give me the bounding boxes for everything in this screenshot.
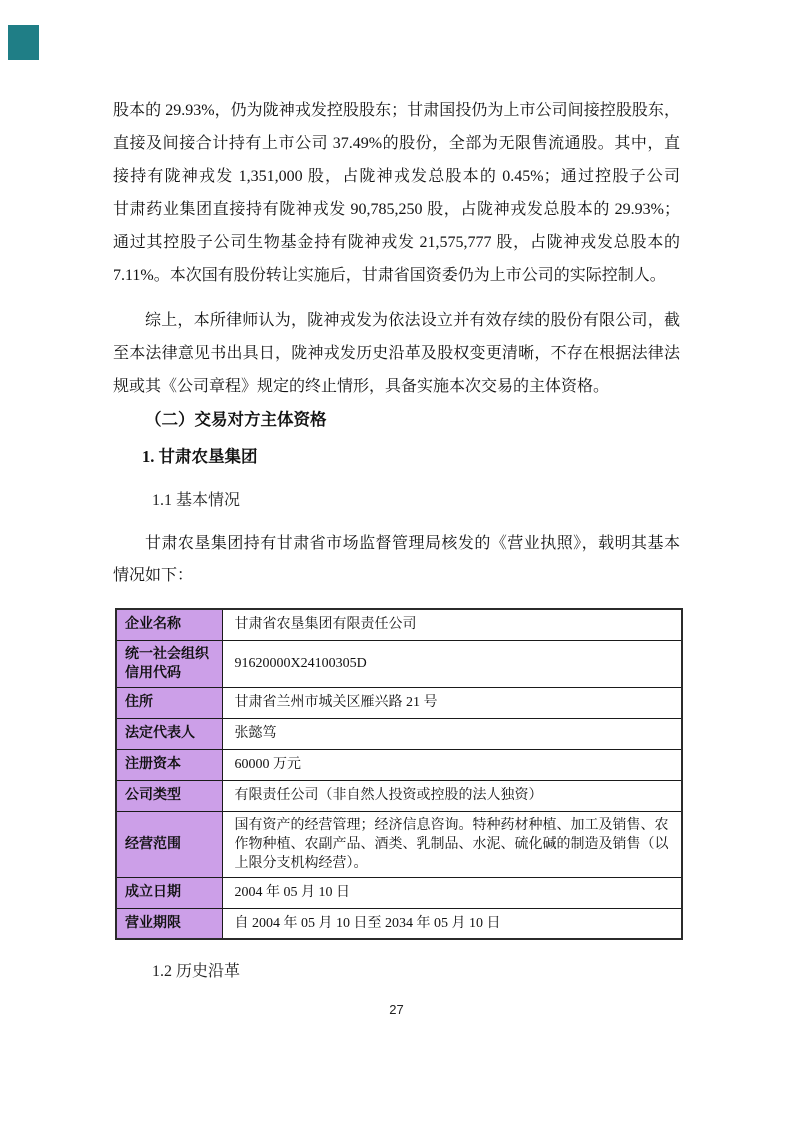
row-label-cell: 统一社会组织信用代码 [116,640,222,687]
text-line: 规或其《公司章程》规定的终止情形，具备实施本次交易的主体资格。 [113,378,610,395]
text-line: 至本法律意见书出具日，陇神戎发历史沿革及股权变更清晰，不存在根据法律法 [113,345,680,362]
table-row [116,640,682,687]
row-value-cell: 2004 年 05 月 10 日 [222,877,682,908]
row-value-cell: 91620000X24100305D [222,640,682,687]
text-line: 甘肃农垦集团持有甘肃省市场监督管理局核发的《营业执照》，载明其基本 [145,535,680,552]
table-row [116,780,682,811]
section-heading-counterparty: （二）交易对方主体资格 [145,410,327,429]
row-label-cell: 成立日期 [116,877,222,908]
row-value-cell: 甘肃省兰州市城关区雁兴路 21 号 [222,687,682,718]
paragraph-conclusion [113,304,680,403]
row-value-cell: 张懿笃 [222,718,682,749]
page-content [113,0,680,988]
table-row [116,811,682,877]
text-line: 直接及间接合计持有上市公司 37.49%的股份，全部为无限售流通股。其中，直 [113,135,680,152]
corner-marker [8,25,39,60]
row-value-cell: 国有资产的经营管理；经济信息咨询。特种药材种植、加工及销售、农作物种植、农副产品、酒类、乳制品、水泥、硫化碱的制造及销售（以上限分支机构经营）。 [222,811,682,877]
paragraph-shareholding [113,94,680,292]
text-line: 7.11%。本次国有股份转让实施后，甘肃省国资委仍为上市公司的实际控制人。 [113,267,666,284]
row-label-cell: 经营范围 [116,811,222,877]
row-label-cell: 公司类型 [116,780,222,811]
row-value-cell: 自 2004 年 05 月 10 日至 2034 年 05 月 10 日 [222,908,682,939]
row-label-cell: 企业名称 [116,609,222,640]
table-row [116,687,682,718]
business-license-table-body [116,609,682,939]
table-row [116,749,682,780]
subsection-heading-basic-info: 1.1 基本情况 [152,492,241,509]
row-label-cell: 营业期限 [116,908,222,939]
row-value-cell: 60000 万元 [222,749,682,780]
text-line: 通过其控股子公司生物基金持有陇神戎发 21,575,777 股，占陇神戎发总股本的 [113,234,680,251]
business-license-table [115,608,683,940]
page-number: 27 [389,1002,404,1017]
row-label-cell: 注册资本 [116,749,222,780]
text-line: 股本的 29.93%，仍为陇神戎发控股股东；甘肃国投仍为上市公司间接控股股东， [113,102,680,119]
text-line: 甘肃药业集团直接持有陇神戎发 90,785,250 股，占陇神戎发总股本的 29.93%； [113,201,680,218]
text-line: 接持有陇神戎发 1,351,000 股，占陇神戎发总股本的 0.45%；通过控股子公司 [113,168,680,185]
row-label-cell: 住所 [116,687,222,718]
table-row [116,609,682,640]
row-value-cell: 甘肃省农垦集团有限责任公司 [222,609,682,640]
paragraph-license-intro [113,528,680,592]
text-line: 情况如下： [113,567,194,584]
table-row [116,908,682,939]
row-label-cell: 法定代表人 [116,718,222,749]
row-value-cell: 有限责任公司（非自然人投资或控股的法人独资） [222,780,682,811]
subsection-heading-history: 1.2 历史沿革 [152,963,241,980]
table-row [116,877,682,908]
text-line: 综上，本所律师认为，陇神戎发为依法设立并有效存续的股份有限公司，截 [145,312,680,329]
item-heading-gansu-nongken: 1. 甘肃农垦集团 [142,447,258,466]
table-row [116,718,682,749]
